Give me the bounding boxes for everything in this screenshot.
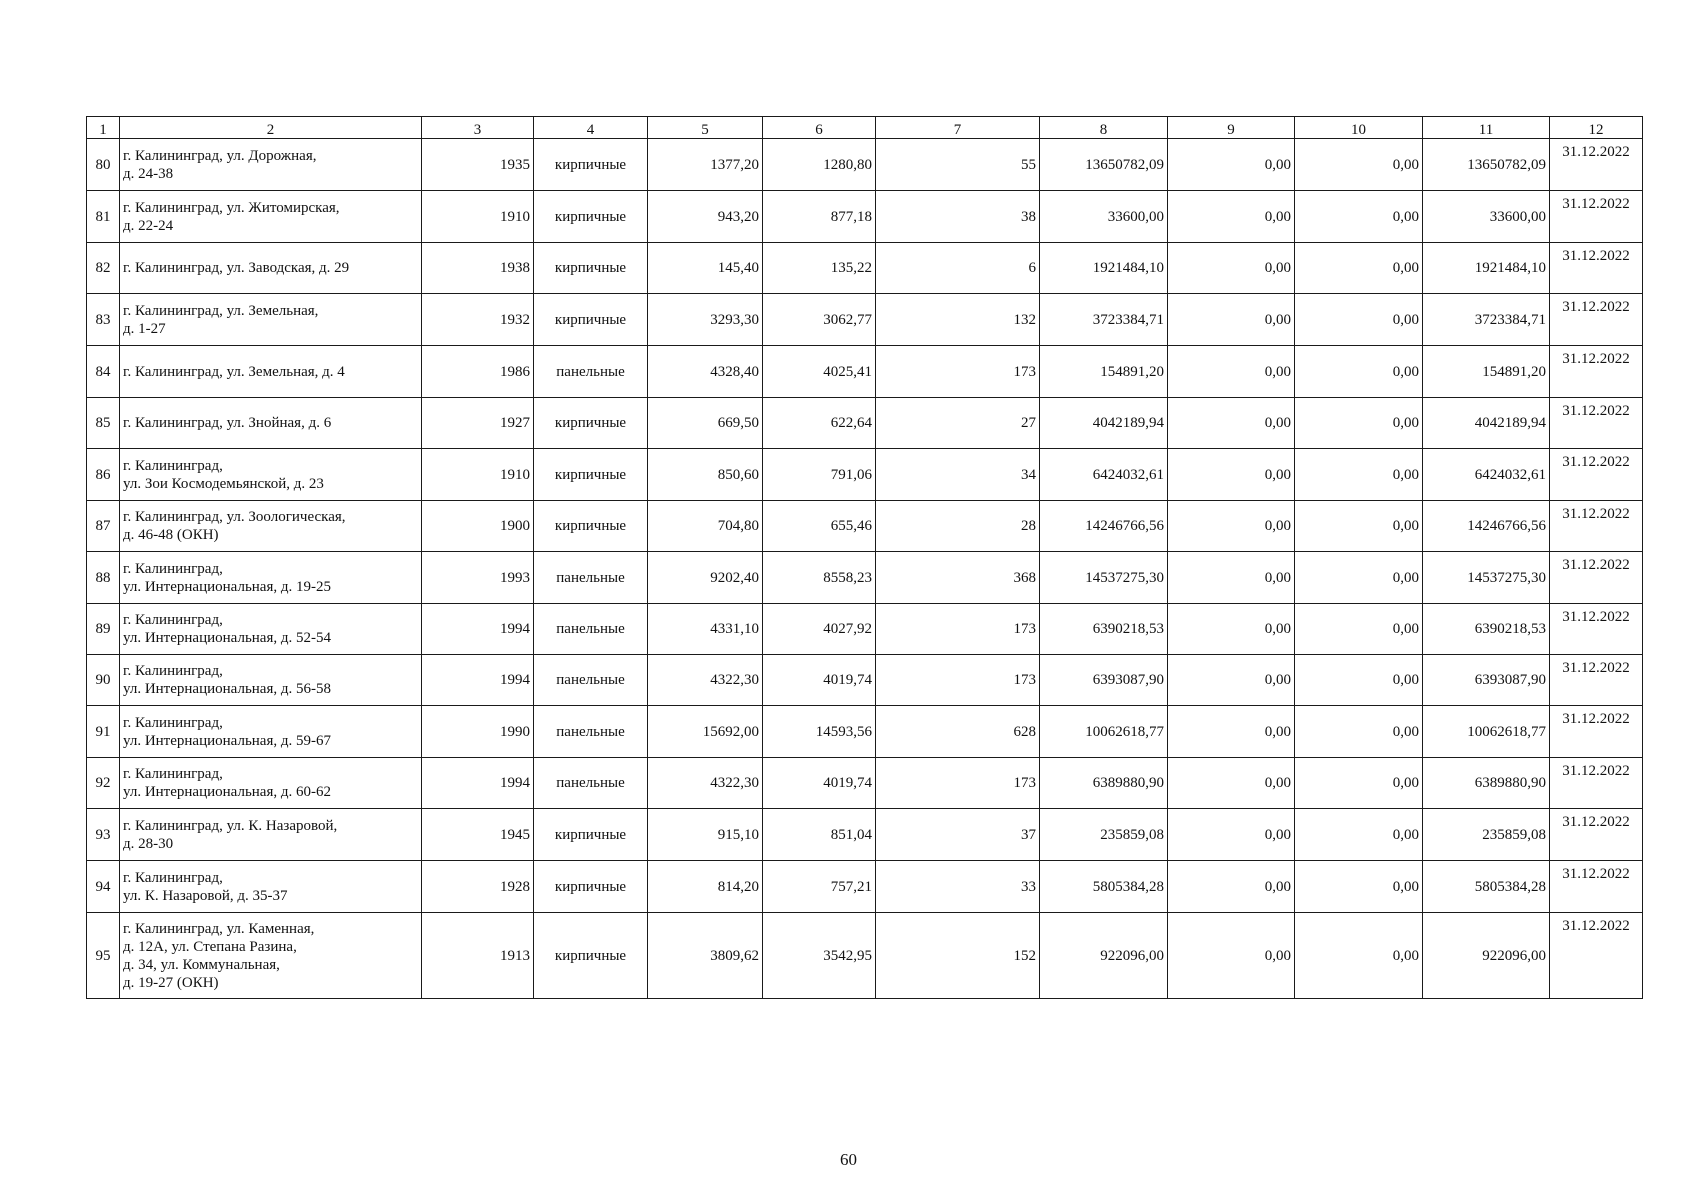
- column-9-cell: 0,00: [1168, 809, 1295, 861]
- column-5-cell: 943,20: [648, 191, 763, 243]
- date-cell: 31.12.2022: [1550, 243, 1643, 294]
- address-cell: [120, 191, 422, 243]
- column-header-1: 1: [87, 117, 120, 139]
- column-7-cell: 37: [876, 809, 1040, 861]
- date-cell: 31.12.2022: [1550, 449, 1643, 501]
- column-8-cell: 1921484,10: [1040, 243, 1168, 294]
- row-number: 89: [87, 604, 120, 655]
- table-body: [87, 139, 1643, 999]
- table-row: [87, 913, 1643, 999]
- column-10-cell: 0,00: [1295, 552, 1423, 604]
- column-8-cell: 6424032,61: [1040, 449, 1168, 501]
- column-10-cell: 0,00: [1295, 501, 1423, 552]
- column-10-cell: 0,00: [1295, 139, 1423, 191]
- row-number: 82: [87, 243, 120, 294]
- address-cell: [120, 398, 422, 449]
- column-9-cell: 0,00: [1168, 398, 1295, 449]
- column-10-cell: 0,00: [1295, 655, 1423, 706]
- column-7-cell: 132: [876, 294, 1040, 346]
- column-number-header-row: [87, 117, 1643, 139]
- column-7-cell: 38: [876, 191, 1040, 243]
- year-cell: 1910: [422, 191, 534, 243]
- column-5-cell: 4328,40: [648, 346, 763, 398]
- address-cell: [120, 552, 422, 604]
- wall-material-cell: кирпичные: [534, 861, 648, 913]
- wall-material-cell: кирпичные: [534, 294, 648, 346]
- column-11-cell: 6390218,53: [1423, 604, 1550, 655]
- address-line: ул. Зои Космодемьянской, д. 23: [123, 475, 324, 492]
- wall-material-cell: кирпичные: [534, 913, 648, 999]
- address-line: д. 24-38: [123, 165, 174, 182]
- year-cell: 1900: [422, 501, 534, 552]
- column-11-cell: 6389880,90: [1423, 758, 1550, 809]
- address-cell: [120, 449, 422, 501]
- table-row: [87, 604, 1643, 655]
- address-line: д. 19-27 (ОКН): [123, 974, 219, 991]
- wall-material-cell: кирпичные: [534, 243, 648, 294]
- column-7-cell: 28: [876, 501, 1040, 552]
- date-cell: 31.12.2022: [1550, 139, 1643, 191]
- column-6-cell: 135,22: [763, 243, 876, 294]
- wall-material-cell: кирпичные: [534, 501, 648, 552]
- table-row: [87, 655, 1643, 706]
- column-7-cell: 173: [876, 758, 1040, 809]
- column-9-cell: 0,00: [1168, 861, 1295, 913]
- address-line: ул. Интернациональная, д. 52-54: [123, 630, 331, 646]
- address-line: г. Калининград, ул. Заводская, д. 29: [123, 260, 350, 276]
- column-11-cell: 10062618,77: [1423, 706, 1550, 758]
- row-number: 80: [87, 139, 120, 191]
- row-number: 85: [87, 398, 120, 449]
- table-row: [87, 243, 1643, 294]
- address-line: г. Калининград,: [123, 560, 223, 577]
- address-cell: [120, 604, 422, 655]
- date-cell: 31.12.2022: [1550, 346, 1643, 398]
- column-5-cell: 3293,30: [648, 294, 763, 346]
- row-number: 86: [87, 449, 120, 501]
- year-cell: 1994: [422, 604, 534, 655]
- address-line: ул. Интернациональная, д. 56-58: [123, 681, 331, 697]
- column-9-cell: 0,00: [1168, 501, 1295, 552]
- row-number: 84: [87, 346, 120, 398]
- column-8-cell: 5805384,28: [1040, 861, 1168, 913]
- column-5-cell: 4331,10: [648, 604, 763, 655]
- column-header-2: 2: [120, 117, 422, 139]
- column-6-cell: 757,21: [763, 861, 876, 913]
- column-5-cell: 814,20: [648, 861, 763, 913]
- column-9-cell: 0,00: [1168, 139, 1295, 191]
- column-9-cell: 0,00: [1168, 346, 1295, 398]
- column-11-cell: 14537275,30: [1423, 552, 1550, 604]
- column-11-cell: 14246766,56: [1423, 501, 1550, 552]
- column-7-cell: 173: [876, 604, 1040, 655]
- column-5-cell: 15692,00: [648, 706, 763, 758]
- address-cell: [120, 655, 422, 706]
- column-8-cell: 14246766,56: [1040, 501, 1168, 552]
- address-line: г. Калининград,: [123, 612, 223, 628]
- column-6-cell: 3542,95: [763, 913, 876, 999]
- column-9-cell: 0,00: [1168, 913, 1295, 999]
- column-5-cell: 850,60: [648, 449, 763, 501]
- row-number: 88: [87, 552, 120, 604]
- address-line: г. Калининград,: [123, 766, 223, 782]
- date-cell: 31.12.2022: [1550, 758, 1643, 809]
- column-9-cell: 0,00: [1168, 449, 1295, 501]
- column-11-cell: 3723384,71: [1423, 294, 1550, 346]
- column-11-cell: 6424032,61: [1423, 449, 1550, 501]
- column-10-cell: 0,00: [1295, 604, 1423, 655]
- column-9-cell: 0,00: [1168, 243, 1295, 294]
- column-5-cell: 669,50: [648, 398, 763, 449]
- column-10-cell: 0,00: [1295, 294, 1423, 346]
- column-header-11: 11: [1423, 117, 1550, 139]
- column-6-cell: 4019,74: [763, 655, 876, 706]
- date-cell: 31.12.2022: [1550, 501, 1643, 552]
- column-10-cell: 0,00: [1295, 809, 1423, 861]
- year-cell: 1932: [422, 294, 534, 346]
- table-row: [87, 501, 1643, 552]
- address-line: г. Калининград, ул. Знойная, д. 6: [123, 415, 332, 431]
- column-7-cell: 152: [876, 913, 1040, 999]
- column-6-cell: 791,06: [763, 449, 876, 501]
- address-cell: [120, 913, 422, 999]
- wall-material-cell: панельные: [534, 706, 648, 758]
- address-line: г. Калининград, ул. Каменная,: [123, 920, 315, 937]
- column-8-cell: 4042189,94: [1040, 398, 1168, 449]
- address-line: д. 12А, ул. Степана Разина,: [123, 938, 297, 955]
- column-5-cell: 4322,30: [648, 758, 763, 809]
- address-line: г. Калининград,: [123, 457, 223, 474]
- column-5-cell: 4322,30: [648, 655, 763, 706]
- column-6-cell: 622,64: [763, 398, 876, 449]
- date-cell: 31.12.2022: [1550, 604, 1643, 655]
- column-6-cell: 14593,56: [763, 706, 876, 758]
- column-11-cell: 154891,20: [1423, 346, 1550, 398]
- housing-table: [86, 116, 1643, 999]
- wall-material-cell: кирпичные: [534, 449, 648, 501]
- column-5-cell: 3809,62: [648, 913, 763, 999]
- column-7-cell: 55: [876, 139, 1040, 191]
- column-11-cell: 922096,00: [1423, 913, 1550, 999]
- address-cell: [120, 294, 422, 346]
- column-11-cell: 235859,08: [1423, 809, 1550, 861]
- wall-material-cell: кирпичные: [534, 139, 648, 191]
- column-6-cell: 1280,80: [763, 139, 876, 191]
- column-6-cell: 655,46: [763, 501, 876, 552]
- table-row: [87, 706, 1643, 758]
- address-line: д. 1-27: [123, 320, 166, 337]
- year-cell: 1927: [422, 398, 534, 449]
- column-header-6: 6: [763, 117, 876, 139]
- table-row: [87, 809, 1643, 861]
- row-number: 93: [87, 809, 120, 861]
- column-7-cell: 6: [876, 243, 1040, 294]
- column-5-cell: 1377,20: [648, 139, 763, 191]
- column-header-10: 10: [1295, 117, 1423, 139]
- column-9-cell: 0,00: [1168, 294, 1295, 346]
- address-cell: [120, 861, 422, 913]
- year-cell: 1945: [422, 809, 534, 861]
- column-header-9: 9: [1168, 117, 1295, 139]
- address-line: г. Калининград, ул. Житомирская,: [123, 199, 340, 216]
- column-10-cell: 0,00: [1295, 706, 1423, 758]
- column-11-cell: 33600,00: [1423, 191, 1550, 243]
- address-line: г. Калининград, ул. К. Назаровой,: [123, 817, 338, 834]
- date-cell: 31.12.2022: [1550, 294, 1643, 346]
- address-line: г. Калининград, ул. Дорожная,: [123, 147, 317, 164]
- date-cell: 31.12.2022: [1550, 191, 1643, 243]
- date-cell: 31.12.2022: [1550, 861, 1643, 913]
- column-11-cell: 13650782,09: [1423, 139, 1550, 191]
- address-cell: [120, 706, 422, 758]
- date-cell: 31.12.2022: [1550, 398, 1643, 449]
- wall-material-cell: кирпичные: [534, 398, 648, 449]
- address-line: д. 28-30: [123, 835, 174, 852]
- column-7-cell: 368: [876, 552, 1040, 604]
- address-line: г. Калининград, ул. Зоологическая,: [123, 509, 346, 525]
- address-line: г. Калининград,: [123, 663, 223, 679]
- column-8-cell: 6393087,90: [1040, 655, 1168, 706]
- wall-material-cell: кирпичные: [534, 191, 648, 243]
- table-row: [87, 552, 1643, 604]
- column-header-8: 8: [1040, 117, 1168, 139]
- year-cell: 1994: [422, 758, 534, 809]
- address-line: г. Калининград,: [123, 714, 223, 731]
- column-5-cell: 145,40: [648, 243, 763, 294]
- year-cell: 1913: [422, 913, 534, 999]
- column-10-cell: 0,00: [1295, 913, 1423, 999]
- column-6-cell: 851,04: [763, 809, 876, 861]
- column-11-cell: 5805384,28: [1423, 861, 1550, 913]
- column-7-cell: 33: [876, 861, 1040, 913]
- column-8-cell: 3723384,71: [1040, 294, 1168, 346]
- column-8-cell: 922096,00: [1040, 913, 1168, 999]
- address-line: г. Калининград, ул. Земельная, д. 4: [123, 363, 345, 380]
- column-6-cell: 8558,23: [763, 552, 876, 604]
- wall-material-cell: кирпичные: [534, 809, 648, 861]
- column-8-cell: 13650782,09: [1040, 139, 1168, 191]
- column-8-cell: 154891,20: [1040, 346, 1168, 398]
- column-8-cell: 10062618,77: [1040, 706, 1168, 758]
- column-10-cell: 0,00: [1295, 398, 1423, 449]
- column-10-cell: 0,00: [1295, 346, 1423, 398]
- column-9-cell: 0,00: [1168, 191, 1295, 243]
- address-line: д. 46-48 (ОКН): [123, 527, 219, 543]
- column-11-cell: 6393087,90: [1423, 655, 1550, 706]
- table-row: [87, 449, 1643, 501]
- year-cell: 1928: [422, 861, 534, 913]
- year-cell: 1990: [422, 706, 534, 758]
- column-header-7: 7: [876, 117, 1040, 139]
- column-5-cell: 9202,40: [648, 552, 763, 604]
- column-6-cell: 4019,74: [763, 758, 876, 809]
- address-line: г. Калининград, ул. Земельная,: [123, 302, 319, 319]
- column-10-cell: 0,00: [1295, 449, 1423, 501]
- address-cell: [120, 758, 422, 809]
- column-10-cell: 0,00: [1295, 243, 1423, 294]
- table-row: [87, 758, 1643, 809]
- table-row: [87, 398, 1643, 449]
- wall-material-cell: панельные: [534, 604, 648, 655]
- address-cell: [120, 501, 422, 552]
- address-line: ул. Интернациональная, д. 19-25: [123, 578, 331, 595]
- address-cell: [120, 346, 422, 398]
- row-number: 81: [87, 191, 120, 243]
- column-header-5: 5: [648, 117, 763, 139]
- wall-material-cell: панельные: [534, 552, 648, 604]
- row-number: 91: [87, 706, 120, 758]
- table-row: [87, 139, 1643, 191]
- table-row: [87, 294, 1643, 346]
- column-7-cell: 628: [876, 706, 1040, 758]
- year-cell: 1994: [422, 655, 534, 706]
- row-number: 90: [87, 655, 120, 706]
- date-cell: 31.12.2022: [1550, 913, 1643, 999]
- wall-material-cell: панельные: [534, 758, 648, 809]
- column-11-cell: 4042189,94: [1423, 398, 1550, 449]
- column-10-cell: 0,00: [1295, 191, 1423, 243]
- column-6-cell: 877,18: [763, 191, 876, 243]
- column-9-cell: 0,00: [1168, 758, 1295, 809]
- column-header-3: 3: [422, 117, 534, 139]
- table-row: [87, 861, 1643, 913]
- row-number: 87: [87, 501, 120, 552]
- column-7-cell: 173: [876, 346, 1040, 398]
- column-8-cell: 33600,00: [1040, 191, 1168, 243]
- address-cell: [120, 243, 422, 294]
- address-line: д. 22-24: [123, 217, 174, 234]
- address-cell: [120, 139, 422, 191]
- year-cell: 1986: [422, 346, 534, 398]
- column-8-cell: 14537275,30: [1040, 552, 1168, 604]
- column-8-cell: 6389880,90: [1040, 758, 1168, 809]
- year-cell: 1935: [422, 139, 534, 191]
- date-cell: 31.12.2022: [1550, 655, 1643, 706]
- date-cell: 31.12.2022: [1550, 706, 1643, 758]
- column-5-cell: 704,80: [648, 501, 763, 552]
- date-cell: 31.12.2022: [1550, 809, 1643, 861]
- address-line: ул. Интернациональная, д. 59-67: [123, 732, 331, 749]
- address-line: г. Калининград,: [123, 869, 223, 886]
- column-8-cell: 235859,08: [1040, 809, 1168, 861]
- column-header-12: 12: [1550, 117, 1643, 139]
- address-line: ул. К. Назаровой, д. 35-37: [123, 887, 288, 904]
- row-number: 95: [87, 913, 120, 999]
- row-number: 92: [87, 758, 120, 809]
- column-10-cell: 0,00: [1295, 758, 1423, 809]
- wall-material-cell: панельные: [534, 655, 648, 706]
- address-line: ул. Интернациональная, д. 60-62: [123, 784, 331, 800]
- column-11-cell: 1921484,10: [1423, 243, 1550, 294]
- date-cell: 31.12.2022: [1550, 552, 1643, 604]
- column-header-4: 4: [534, 117, 648, 139]
- wall-material-cell: панельные: [534, 346, 648, 398]
- column-6-cell: 3062,77: [763, 294, 876, 346]
- row-number: 94: [87, 861, 120, 913]
- year-cell: 1938: [422, 243, 534, 294]
- column-10-cell: 0,00: [1295, 861, 1423, 913]
- column-7-cell: 27: [876, 398, 1040, 449]
- column-9-cell: 0,00: [1168, 604, 1295, 655]
- column-9-cell: 0,00: [1168, 655, 1295, 706]
- row-number: 83: [87, 294, 120, 346]
- year-cell: 1910: [422, 449, 534, 501]
- address-cell: [120, 809, 422, 861]
- column-6-cell: 4027,92: [763, 604, 876, 655]
- column-5-cell: 915,10: [648, 809, 763, 861]
- column-9-cell: 0,00: [1168, 552, 1295, 604]
- year-cell: 1993: [422, 552, 534, 604]
- page-number: 60: [840, 1150, 857, 1169]
- table-row: [87, 346, 1643, 398]
- column-7-cell: 173: [876, 655, 1040, 706]
- column-9-cell: 0,00: [1168, 706, 1295, 758]
- column-8-cell: 6390218,53: [1040, 604, 1168, 655]
- column-6-cell: 4025,41: [763, 346, 876, 398]
- column-7-cell: 34: [876, 449, 1040, 501]
- address-line: д. 34, ул. Коммунальная,: [123, 956, 280, 973]
- table-row: [87, 191, 1643, 243]
